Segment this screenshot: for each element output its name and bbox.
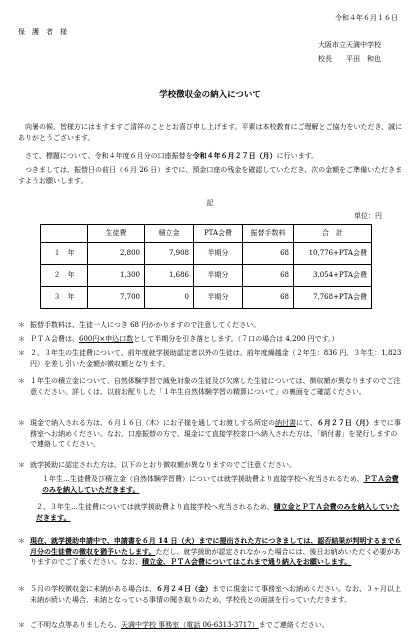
- ki-heading: 記: [206, 199, 214, 207]
- note-mark: ＊: [18, 461, 25, 469]
- note-text: として半期分を引き落とします。（７口の場合は 4,200 円です。）: [133, 335, 339, 343]
- note-text: にて、: [296, 419, 317, 427]
- intro-text-3: つきましては、振替日の前日（６月 26 日）までに、預金口座の残金を確認していただき、次の金額をご準備いただきますようお願いします。: [18, 166, 403, 185]
- table-cell: 1,686: [145, 265, 194, 287]
- note-first-year: [18, 376, 403, 397]
- note-text: ＰＴＡ会費は、: [30, 335, 79, 343]
- continue-payment-notice: 積立金、ＰＴＡ会費についてはこれまで通り納入をお願いします。: [142, 557, 352, 566]
- table-header: [41, 225, 88, 243]
- table-header-row: [41, 225, 372, 243]
- table-cell: 10,776+PTA会費: [294, 243, 372, 265]
- note-aid-upper-years: [18, 502, 403, 523]
- note-text: ２、３年生の生徒費について、前年度就学援助認定者以外の生徒は、前年度繰越金（２年生：836 円、３年生：1,823 円）を差し引いた金額が徴収額となります。: [30, 349, 402, 368]
- note-text: 振替手数料は、生徒一人につき 68 円かかりますので注意してください。: [30, 321, 261, 329]
- note-mark: ＊: [18, 321, 25, 329]
- date: 令和４年６月１６日: [335, 14, 398, 22]
- cash-deadline: ６月２７日（月）: [316, 418, 373, 427]
- table-cell: 2,800: [88, 243, 145, 265]
- page-title: 学校徴収金の納入について: [159, 90, 261, 100]
- note-text: 現金で納入される方は、６月１６日（木）にお子様を通してお渡しする所定の: [30, 419, 275, 427]
- note-carryover: [18, 348, 403, 369]
- savings-pta-notice: 積立金とＰＴＡ会費のみを納入していただきます。: [36, 502, 400, 522]
- school-name: 大阪市立天満中学校: [318, 41, 381, 49]
- table-cell: ２ 年: [41, 265, 88, 287]
- intro-text-2c: に行います。: [276, 152, 319, 160]
- table-cell: 7,768+PTA会費: [294, 287, 372, 309]
- recipient: 保 護 者 様: [18, 28, 67, 36]
- table-row: [41, 287, 372, 309]
- transfer-date: 令和４年６月２７日（月）: [192, 151, 277, 160]
- note-contact: [18, 620, 403, 631]
- note-aid: [18, 460, 403, 471]
- note-mark: ＊: [18, 377, 25, 385]
- note-text: ただし、就学援助が認定されなかった場合には、後日お納めいただく必要がありますのでご了承ください。なお、: [30, 547, 401, 566]
- deferral-notice: 現在、就学援助申請中で、申請書を６月 14 日（火）までに提出された方につきましては、認否結果が判明するまで６月分の生徒費の徴収を猶予いたします。: [30, 536, 402, 556]
- unit-label: 単位：円: [354, 212, 382, 220]
- table-row: [41, 243, 372, 265]
- table-cell: 1,300: [88, 265, 145, 287]
- note-mark: ＊: [18, 621, 25, 629]
- note-text: ２、３年生…生徒費については就学援助費より直接学校へ充当されるため、: [36, 503, 274, 511]
- pta-only-notice: ＰＴＡ会費のみを納入していただきます。: [42, 474, 399, 494]
- table-cell: 7,700: [88, 287, 145, 309]
- table-cell: 半期分: [194, 243, 243, 265]
- table-cell: 68: [243, 243, 294, 265]
- table-row: [41, 265, 372, 287]
- intro-text-1: 向暑の候、皆様方にはますますご清祥のこととお喜び申し上げます。平素は本校教育にご理解とご協力をいただき、誠にありがとうございます。: [18, 123, 403, 142]
- contact-office: 天満中学校 事務室（電話 06-6313-3717）: [121, 621, 259, 629]
- note-mark: ＊: [18, 537, 25, 545]
- intro-paragraph-1: [18, 122, 403, 143]
- note-text: までご連絡ください。: [258, 621, 329, 629]
- intro-paragraph-2: [18, 151, 403, 162]
- table-cell: 68: [243, 287, 294, 309]
- fee-table: [40, 224, 372, 309]
- intro-text-2a: さて、標題について、令和４年度６月分の口座振替を: [25, 152, 193, 160]
- table-header: 振替手数料: [243, 225, 294, 243]
- table-header: 生徒費: [88, 225, 145, 243]
- note-text: １年生の積立金について、自然体験学習で減免対象の生徒及び欠席した生徒については、徴収額が異なりますのでご注意ください。詳しくは、以前お配りした「１年生自然体験学習の精算について」の裏面をご確認ください。: [30, 377, 401, 396]
- note-fee: [18, 320, 403, 331]
- table-cell: 7,908: [145, 243, 194, 265]
- note-mark: ＊: [18, 419, 25, 427]
- note-aid-first-year: [18, 474, 403, 495]
- note-text: までに事務室へお納めください。なお、口座振替の方で、現金にて直接学校窓口へ納入された方は、「納付書」を発行しますので連絡してください。: [30, 419, 401, 448]
- note-aid-pending: [18, 536, 403, 568]
- note-pta: [18, 334, 403, 345]
- table-cell: 半期分: [194, 287, 243, 309]
- payment-slip: 納付書: [275, 419, 296, 427]
- note-text: までに現金にて事務室へお納めください。なお、３ヶ月以上未納が続いた場合、未納となっている事情の聞き取りのため、学校長との面談を行っていただきます。: [30, 585, 401, 604]
- note-arrears: [18, 584, 403, 605]
- note-text: ご不明な点等ありましたら、: [30, 621, 121, 629]
- note-mark: ＊: [18, 335, 25, 343]
- note-text: １年生…生徒費及び積立金（自然体験学習費）については就学援助費より直接学校へ充当されるため、: [42, 475, 364, 483]
- pta-amount: 600円×申込口数: [79, 335, 134, 343]
- note-cash: [18, 418, 403, 450]
- table-cell: 3,054+PTA会費: [294, 265, 372, 287]
- note-text: ５月の学校徴収金に未納がある場合は、: [30, 585, 156, 593]
- arrears-deadline: ６月２４日（金）: [156, 584, 212, 593]
- note-mark: ＊: [18, 349, 25, 357]
- table-cell: 半期分: [194, 265, 243, 287]
- note-mark: ＊: [18, 585, 25, 593]
- table-header: 合 計: [294, 225, 372, 243]
- principal: 校長 平田 和也: [318, 55, 381, 63]
- table-cell: ３ 年: [41, 287, 88, 309]
- table-cell: １ 年: [41, 243, 88, 265]
- table-cell: 68: [243, 265, 294, 287]
- intro-paragraph-3: [18, 165, 403, 186]
- note-text: 就学援助に認定された方は、以下のとおり徴収額が異なりますのでご注意ください。: [30, 461, 296, 469]
- table-header: 積立金: [145, 225, 194, 243]
- table-cell: 0: [145, 287, 194, 309]
- table-header: PTA会費: [194, 225, 243, 243]
